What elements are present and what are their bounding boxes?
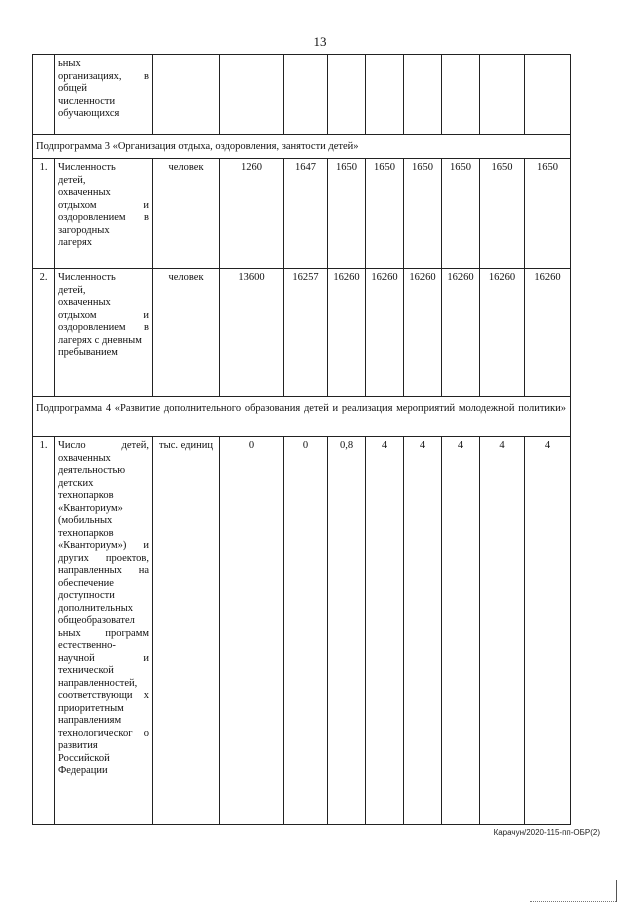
indicator-value: 0 — [284, 437, 328, 825]
row-number: 1. — [33, 159, 55, 269]
indicator-value: 13600 — [220, 269, 284, 397]
indicator-value: 16260 — [442, 269, 480, 397]
indicator-value: 1650 — [480, 159, 525, 269]
indicator-value — [404, 55, 442, 135]
subprogram-row — [33, 397, 571, 437]
indicator-value: 0,8 — [328, 437, 366, 825]
indicator-name: Численность детей, охваченных отдыхом и оздоровлением в загородных лагерях — [55, 159, 153, 269]
row-number — [33, 55, 55, 135]
table-row — [33, 159, 571, 269]
indicator-value: 4 — [525, 437, 571, 825]
indicator-value — [525, 55, 571, 135]
subprogram-title: Подпрограмма 4 «Развитие дополнительного образования детей и реализация мероприятий молодежной политики» — [33, 397, 571, 437]
indicator-name: Численность детей, охваченных отдыхом и оздоровлением в лагерях с дневным пребыванием — [55, 269, 153, 397]
indicator-value: 4 — [480, 437, 525, 825]
unit-of-measure: человек — [153, 269, 220, 397]
unit-of-measure — [153, 55, 220, 135]
subprogram-title: Подпрограмма 3 «Организация отдыха, оздоровления, занятости детей» — [33, 135, 571, 159]
unit-of-measure: человек — [153, 159, 220, 269]
page-edge-dots — [530, 901, 616, 902]
indicator-value — [366, 55, 404, 135]
indicator-value — [480, 55, 525, 135]
page-edge-line — [616, 880, 617, 902]
indicators-table — [32, 54, 571, 825]
indicator-value — [284, 55, 328, 135]
indicator-value — [328, 55, 366, 135]
table-row — [33, 269, 571, 397]
page-number: 13 — [313, 34, 327, 49]
indicator-value: 1650 — [442, 159, 480, 269]
indicator-value: 4 — [366, 437, 404, 825]
indicator-value: 16257 — [284, 269, 328, 397]
row-number: 2. — [33, 269, 55, 397]
indicator-value: 16260 — [328, 269, 366, 397]
document-footer-code: Карачун/2020-115-пп-ОБР(2) — [493, 828, 600, 837]
indicator-name: ьных организациях, в общей численности обучающихся — [55, 55, 153, 135]
indicator-value: 1647 — [284, 159, 328, 269]
row-number: 1. — [33, 437, 55, 825]
indicator-value: 1650 — [328, 159, 366, 269]
indicator-value: 1260 — [220, 159, 284, 269]
indicator-value: 1650 — [366, 159, 404, 269]
table-row — [33, 55, 571, 135]
indicator-value — [220, 55, 284, 135]
indicator-value: 0 — [220, 437, 284, 825]
unit-of-measure: тыс. единиц — [153, 437, 220, 825]
indicator-value: 1650 — [404, 159, 442, 269]
indicator-value — [442, 55, 480, 135]
table-row — [33, 437, 571, 825]
indicator-name: Число детей, охваченных деятельностью детских технопарков «Кванториум» (мобильных технопарков «Кванториум») и других проектов, направленных на обеспечение доступности дополнительных общеобразовател ьных программ естественно-научной и технической направленностей, соответствующи х приоритетным направлениям технологическог о развития Российской Федерации — [55, 437, 153, 825]
indicator-value: 16260 — [525, 269, 571, 397]
indicator-value: 16260 — [480, 269, 525, 397]
indicator-value: 16260 — [366, 269, 404, 397]
indicator-value: 16260 — [404, 269, 442, 397]
indicator-value: 1650 — [525, 159, 571, 269]
indicator-value: 4 — [442, 437, 480, 825]
subprogram-row — [33, 135, 571, 159]
indicator-value: 4 — [404, 437, 442, 825]
